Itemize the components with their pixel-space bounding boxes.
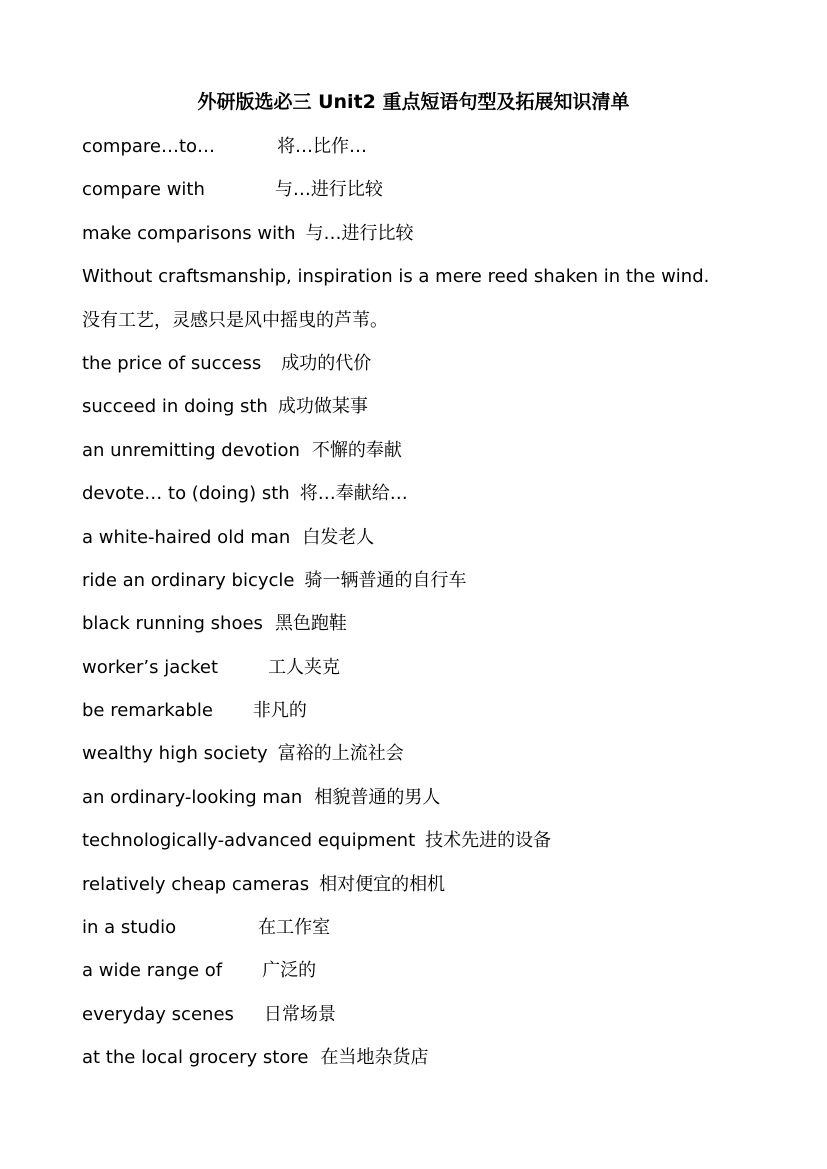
list-item <box>82 262 782 305</box>
phrase-english: at the local grocery store <box>82 1047 309 1069</box>
phrase-english: relatively cheap cameras <box>82 873 310 895</box>
list-item <box>82 132 782 175</box>
phrase-english: be remarkable <box>82 700 213 722</box>
phrase-chinese: 工人夹克 <box>268 656 341 678</box>
phrase-chinese: 相貌普通的男人 <box>314 786 441 808</box>
list-item <box>82 956 782 999</box>
list-item <box>82 739 782 782</box>
phrase-chinese: 在当地杂货店 <box>320 1047 429 1069</box>
phrase-chinese: 广泛的 <box>262 960 317 982</box>
phrase-chinese: 富裕的上流社会 <box>277 743 404 765</box>
phrase-chinese: 骑一辆普通的自行车 <box>304 569 467 591</box>
phrase-chinese: 成功的代价 <box>281 352 372 374</box>
phrase-chinese: 技术先进的设备 <box>425 830 552 852</box>
phrase-chinese: 成功做某事 <box>277 396 368 418</box>
phrase-chinese: 白发老人 <box>302 526 375 548</box>
list-item <box>82 566 782 609</box>
phrase-english: technologically-advanced equipment <box>82 830 416 852</box>
phrase-chinese: 将…比作… <box>277 136 368 157</box>
phrase-english: succeed in doing sth <box>82 396 268 418</box>
phrase-chinese: 黑色跑鞋 <box>274 613 347 635</box>
phrase-chinese: 将…奉献给… <box>299 483 408 505</box>
phrase-chinese: 日常场景 <box>263 1003 336 1025</box>
list-item <box>82 219 782 262</box>
list-item <box>82 523 782 566</box>
list-item <box>82 696 782 739</box>
phrase-english: a wide range of <box>82 960 223 982</box>
list-item <box>82 870 782 913</box>
list-item <box>82 175 782 218</box>
list-item <box>82 479 782 522</box>
phrase-english: Without craftsmanship, inspiration is a mere reed shaken in the wind. <box>82 266 710 288</box>
list-item <box>82 913 782 956</box>
phrase-chinese: 没有工艺，灵感只是风中摇曳的芦苇。 <box>82 309 388 331</box>
phrase-chinese: 在工作室 <box>258 917 331 939</box>
phrase-chinese: 非凡的 <box>252 700 307 722</box>
list-item <box>82 826 782 869</box>
phrase-english: the price of success <box>82 352 262 374</box>
phrase-english: devote… to (doing) sth <box>82 483 290 505</box>
list-item <box>82 783 782 826</box>
list-item <box>82 1000 782 1043</box>
list-item <box>82 436 782 479</box>
list-item <box>82 306 782 349</box>
phrase-english: compare…to… <box>82 136 216 157</box>
page-title: 外研版选必三 Unit2 重点短语句型及拓展知识清单 <box>197 91 630 113</box>
phrase-english: make comparisons with <box>82 222 296 244</box>
phrase-list <box>82 132 782 1087</box>
phrase-english: in a studio <box>82 917 177 939</box>
phrase-english: wealthy high society <box>82 743 268 765</box>
phrase-english: ride an ordinary bicycle <box>82 569 295 591</box>
list-item <box>82 392 782 435</box>
phrase-english: everyday scenes <box>82 1003 234 1025</box>
phrase-chinese: 相对便宜的相机 <box>319 873 446 895</box>
phrase-english: worker’s jacket <box>82 656 219 678</box>
list-item <box>82 349 782 392</box>
list-item <box>82 653 782 696</box>
phrase-english: black running shoes <box>82 613 263 635</box>
list-item <box>82 1043 782 1086</box>
phrase-english: an unremitting devotion <box>82 439 300 461</box>
list-item <box>82 609 782 652</box>
phrase-english: an ordinary-looking man <box>82 786 303 808</box>
phrase-chinese: 与…进行比较 <box>305 222 414 244</box>
phrase-english: compare with <box>82 179 205 201</box>
phrase-english: a white-haired old man <box>82 526 291 548</box>
phrase-chinese: 不懈的奉献 <box>311 439 402 461</box>
phrase-chinese: 与…进行比较 <box>274 179 383 201</box>
